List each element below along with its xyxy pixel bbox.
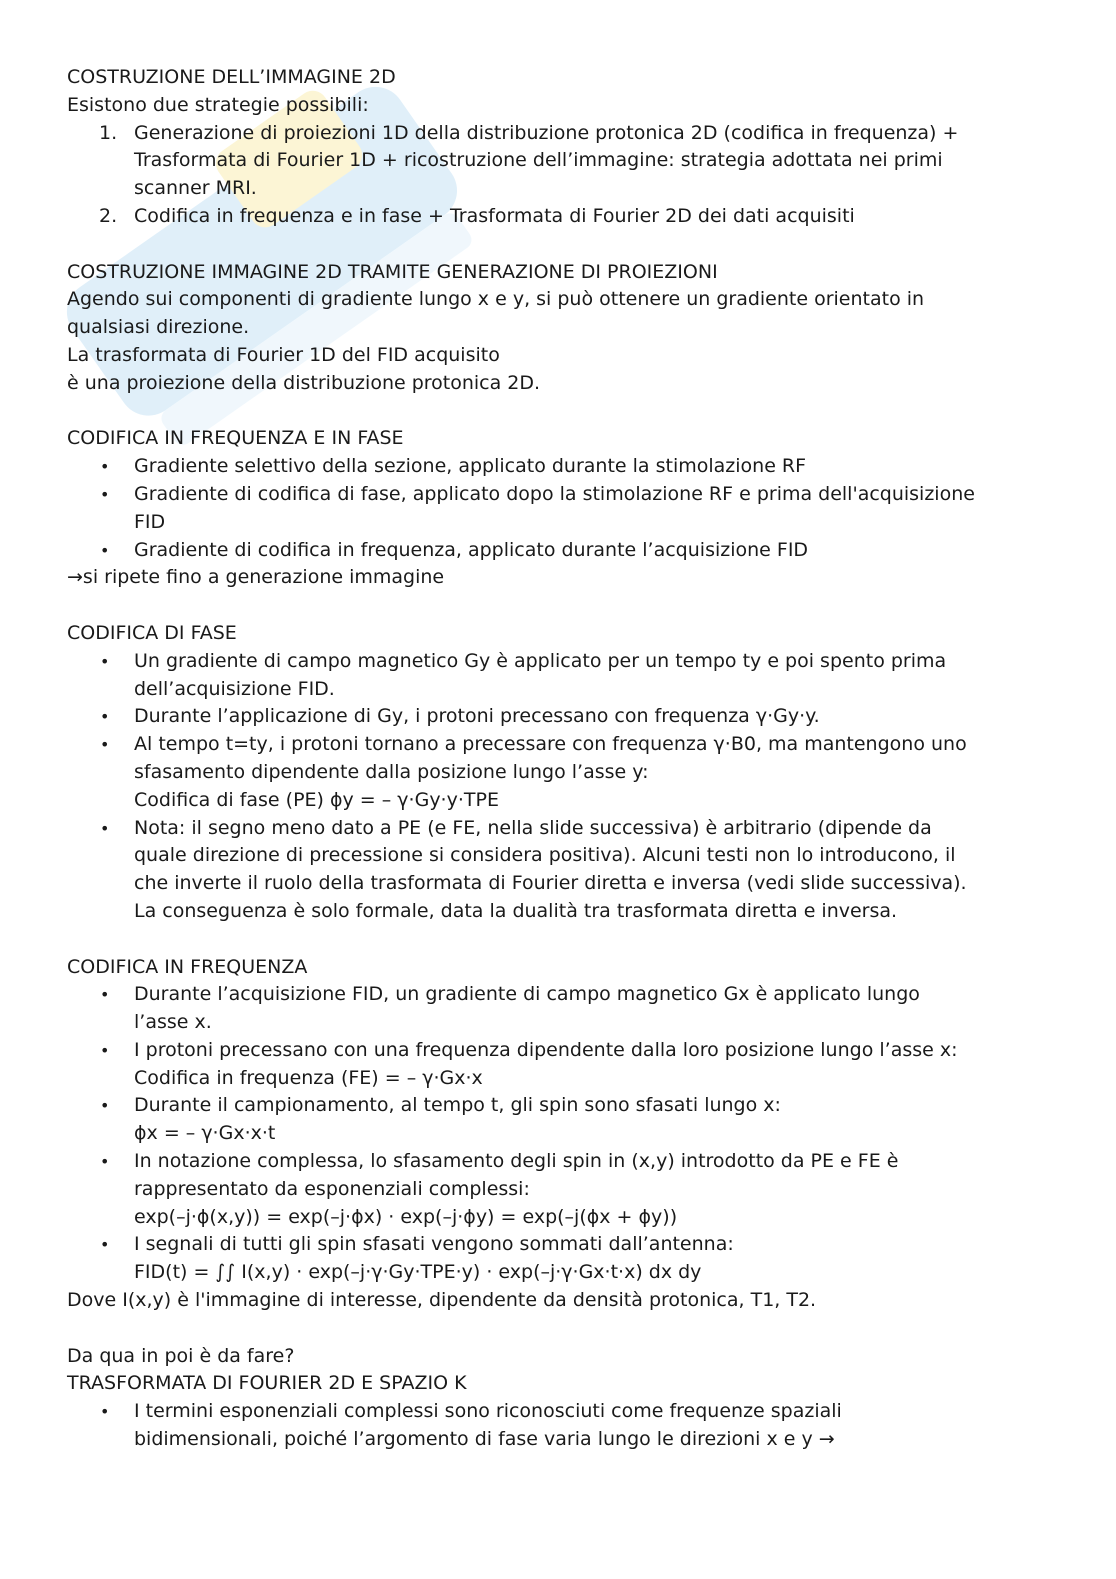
text-line: Codifica in frequenza (FE) = – γ·Gx·x (134, 1066, 483, 1089)
paragraph (67, 1287, 1076, 1315)
bullet-list-item (67, 481, 1076, 537)
text-line: Gradiente di codifica di fase, applicato dopo la stimolazione RF e prima dell'acquisizione (134, 482, 975, 505)
text-line: Gradiente selettivo della sezione, applicato durante la stimolazione RF (134, 455, 807, 478)
text-line: rappresentato da esponenziali complessi: (134, 1177, 530, 1200)
text-line: In notazione complessa, lo sfasamento degli spin in (x,y) introdotto da PE e FE è (134, 1150, 899, 1173)
bullet-list-item (67, 1092, 1076, 1148)
paragraph (67, 1343, 1076, 1371)
paragraph (67, 564, 1076, 592)
numbered-list-item (67, 120, 1076, 203)
text-line: I protoni precessano con una frequenza dipendente dalla loro posizione lungo l’asse x: (134, 1038, 958, 1061)
list-item-text (67, 120, 1076, 203)
paragraph (67, 620, 1076, 648)
text-line: →si ripete fino a generazione immagine (67, 566, 445, 589)
text-line: Codifica in frequenza e in fase + Trasformata di Fourier 2D dei dati acquisiti (134, 204, 855, 227)
text-line: exp(–j·ϕ(x,y)) = exp(–j·ϕx) · exp(–j·ϕy) = exp(–j(ϕx + ϕy)) (134, 1205, 678, 1228)
paragraph (67, 342, 1076, 398)
text-line: Un gradiente di campo magnetico Gy è applicato per un tempo ty e poi spento prima (134, 649, 947, 672)
list-item-text (67, 703, 1076, 731)
paragraph (67, 1370, 1076, 1398)
bullet-list-item (67, 731, 1076, 814)
text-line: FID(t) = ∫∫ I(x,y) · exp(–j·γ·Gy·TPE·y) · exp(–j·γ·Gx·t·x) dx dy (134, 1261, 702, 1284)
paragraph (67, 92, 1076, 120)
list-item-text (67, 203, 1076, 231)
paragraph (67, 64, 1076, 92)
document-body (67, 64, 1076, 1454)
text-line: Al tempo t=ty, i protoni tornano a precessare con frequenza γ·B0, ma mantengono uno (134, 733, 967, 756)
list-item-text (67, 1231, 1076, 1287)
text-line: Codifica di fase (PE) ϕy = – γ·Gy·y·TPE (134, 788, 499, 811)
bullet-list-item (67, 1148, 1076, 1231)
blank-line (67, 231, 1076, 259)
text-line: Dove I(x,y) è l'immagine di interesse, dipendente da densità protonica, T1, T2. (67, 1289, 817, 1312)
blank-line (67, 398, 1076, 426)
blank-line (67, 592, 1076, 620)
bullet-icon: • (100, 457, 110, 477)
text-line: Generazione di proiezioni 1D della distribuzione protonica 2D (codifica in frequenza) + (134, 121, 959, 144)
list-item-text (67, 1092, 1076, 1148)
text-line: Gradiente di codifica in frequenza, applicato durante l’acquisizione FID (134, 538, 809, 561)
text-line: l’asse x. (134, 1011, 212, 1034)
text-line: Durante il campionamento, al tempo t, gli spin sono sfasati lungo x: (134, 1094, 781, 1117)
list-number: 2. (99, 204, 118, 227)
text-line: FID (134, 510, 166, 533)
text-line: La conseguenza è solo formale, data la dualità tra trasformata diretta e inversa. (134, 899, 898, 922)
bullet-list-item (67, 1398, 1076, 1454)
text-line: I segnali di tutti gli spin sfasati vengono sommati dall’antenna: (134, 1233, 734, 1256)
text-line: Nota: il segno meno dato a PE (e FE, nella slide successiva) è arbitrario (dipende da (134, 816, 932, 839)
text-line: Esistono due strategie possibili: (67, 93, 369, 116)
bullet-list-item (67, 1037, 1076, 1093)
bullet-list-item (67, 1231, 1076, 1287)
text-line: Da qua in poi è da fare? (67, 1344, 295, 1367)
text-line: La trasformata di Fourier 1D del FID acquisito (67, 343, 500, 366)
bullet-icon: • (100, 1040, 110, 1060)
list-item-text (67, 1148, 1076, 1231)
text-line: Agendo sui componenti di gradiente lungo x e y, si può ottenere un gradiente orientato in (67, 288, 925, 311)
text-line: CODIFICA DI FASE (67, 621, 237, 644)
list-item-text (67, 648, 1076, 704)
bullet-icon: • (100, 707, 110, 727)
text-line: dell’acquisizione FID. (134, 677, 335, 700)
list-number: 1. (99, 121, 118, 144)
list-item-text (67, 453, 1076, 481)
paragraph (67, 425, 1076, 453)
text-line: ϕx = – γ·Gx·x·t (134, 1122, 276, 1145)
text-line: Durante l’applicazione di Gy, i protoni precessano con frequenza γ·Gy·y. (134, 705, 820, 728)
text-line: COSTRUZIONE IMMAGINE 2D TRAMITE GENERAZIONE DI PROIEZIONI (67, 260, 718, 283)
text-line: quale direzione di precessione si considera positiva). Alcuni testi non lo introducono, il (134, 844, 956, 867)
text-line: sfasamento dipendente dalla posizione lungo l’asse y: (134, 760, 649, 783)
text-line: che inverte il ruolo della trasformata di Fourier diretta e inversa (vedi slide successiva). (134, 872, 967, 895)
list-item-text (67, 981, 1076, 1037)
bullet-icon: • (100, 484, 110, 504)
text-line: Durante l’acquisizione FID, un gradiente di campo magnetico Gx è applicato lungo (134, 983, 920, 1006)
list-item-text (67, 731, 1076, 814)
paragraph (67, 259, 1076, 287)
bullet-list-item (67, 537, 1076, 565)
list-item-text (67, 815, 1076, 926)
text-line: CODIFICA IN FREQUENZA (67, 955, 308, 978)
bullet-icon: • (100, 985, 110, 1005)
bullet-list-item (67, 703, 1076, 731)
bullet-list-item (67, 648, 1076, 704)
bullet-icon: • (100, 1402, 110, 1422)
text-line: scanner MRI. (134, 177, 257, 200)
bullet-list-item (67, 981, 1076, 1037)
text-line: CODIFICA IN FREQUENZA E IN FASE (67, 427, 404, 450)
bullet-icon: • (100, 1152, 110, 1172)
bullet-icon: • (100, 540, 110, 560)
text-line: è una proiezione della distribuzione protonica 2D. (67, 371, 541, 394)
list-item-text (67, 1037, 1076, 1093)
text-line: qualsiasi direzione. (67, 316, 250, 339)
bullet-icon: • (100, 735, 110, 755)
text-line: Trasformata di Fourier 1D + ricostruzione dell’immagine: strategia adottata nei primi (134, 149, 943, 172)
bullet-icon: • (100, 1235, 110, 1255)
bullet-list-item (67, 453, 1076, 481)
bullet-list-item (67, 815, 1076, 926)
paragraph (67, 954, 1076, 982)
bullet-icon: • (100, 818, 110, 838)
list-item-text (67, 537, 1076, 565)
text-line: I termini esponenziali complessi sono riconosciuti come frequenze spaziali (134, 1400, 842, 1423)
text-line: COSTRUZIONE DELL’IMMAGINE 2D (67, 66, 396, 88)
bullet-icon: • (100, 1096, 110, 1116)
bullet-icon: • (100, 651, 110, 671)
list-item-text (67, 481, 1076, 537)
numbered-list-item (67, 203, 1076, 231)
text-line: bidimensionali, poiché l’argomento di fase varia lungo le direzioni x e y → (134, 1428, 835, 1451)
blank-line (67, 1315, 1076, 1343)
blank-line (67, 926, 1076, 954)
paragraph (67, 286, 1076, 342)
text-line: TRASFORMATA DI FOURIER 2D E SPAZIO K (67, 1372, 467, 1395)
list-item-text (67, 1398, 1076, 1454)
